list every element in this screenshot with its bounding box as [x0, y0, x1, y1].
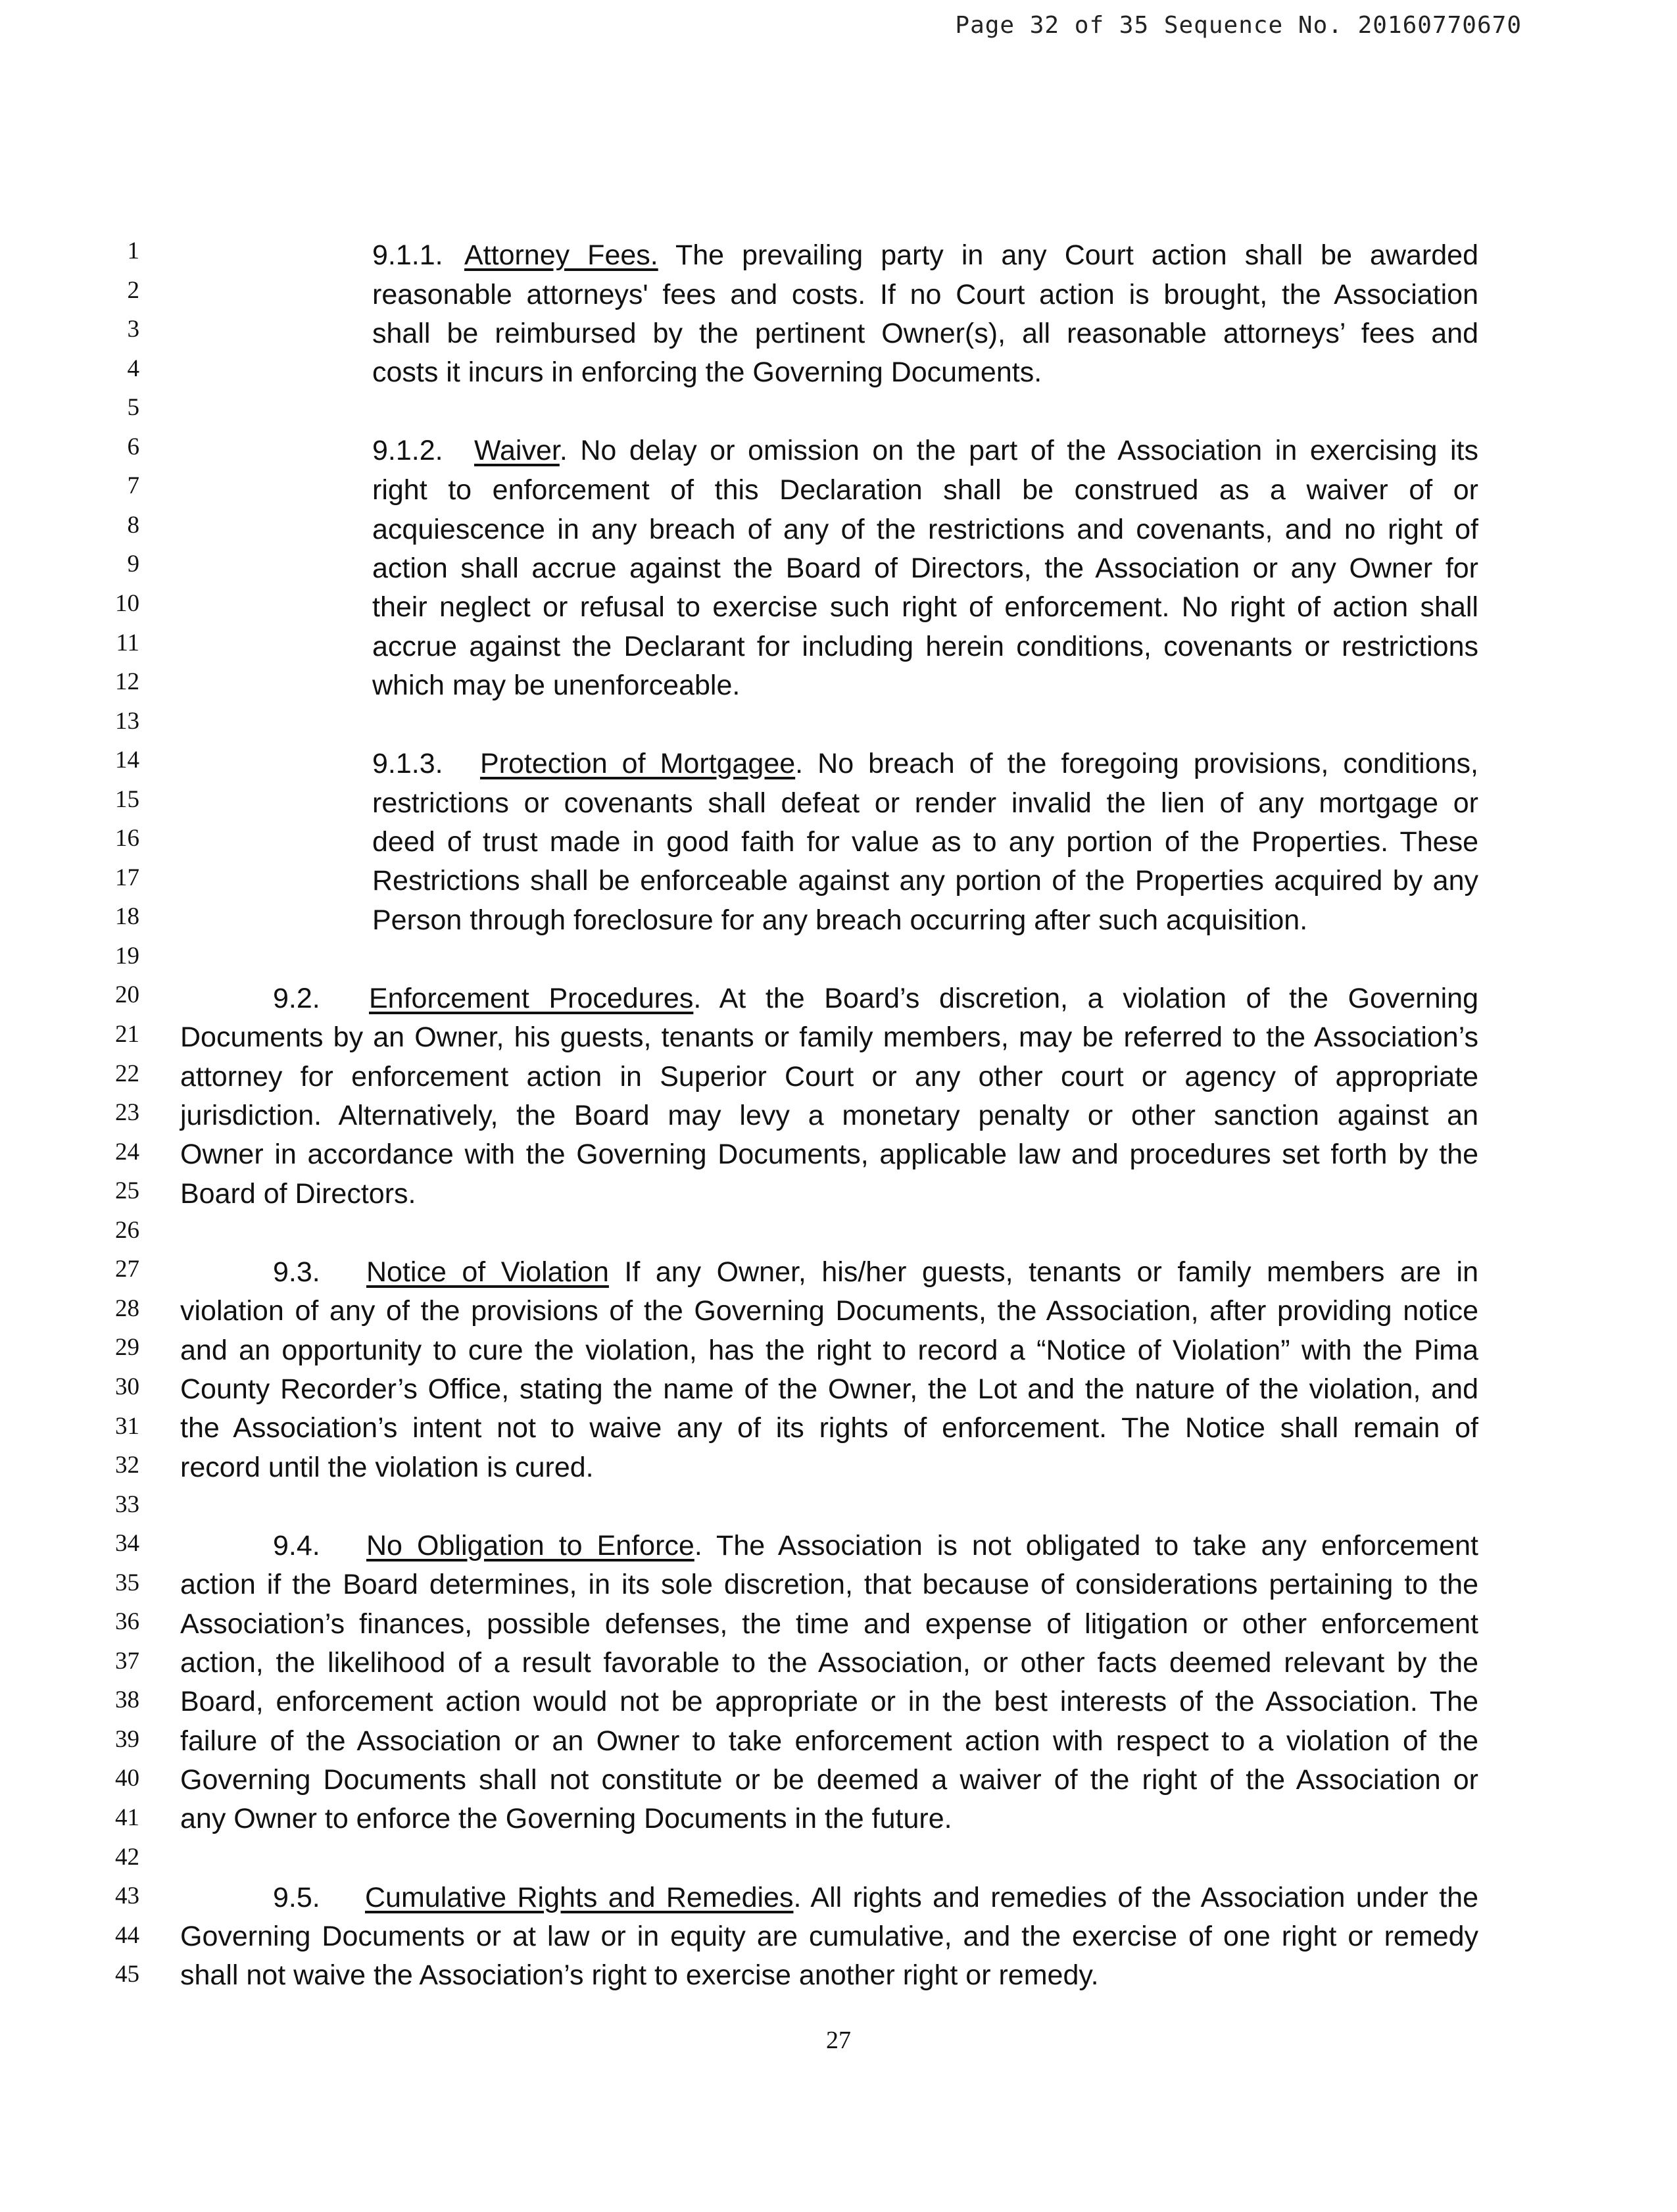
text-line: Documents by an Owner, his guests, tenants or family members, may be referred to the Association’s — [180, 1021, 1478, 1053]
text-line: violation of any of the provisions of the Governing Documents, the Association, after providing notice — [180, 1295, 1478, 1327]
line-number: 12 — [115, 668, 139, 696]
text-line: acquiescence in any breach of any of the restrictions and covenants, and no right of — [372, 514, 1478, 545]
line-number: 32 — [115, 1452, 139, 1479]
line-number: 16 — [115, 825, 139, 852]
section-9-3-heading-line — [273, 1255, 1478, 1289]
section-9-2-heading-line — [273, 981, 1478, 1016]
text-line: Owner in accordance with the Governing Documents, applicable law and procedures set forth by the — [180, 1139, 1478, 1170]
line-number: 19 — [115, 942, 139, 970]
line-number: 7 — [127, 472, 139, 500]
section-9-1-2-heading-line — [372, 433, 1478, 468]
page-number: 27 — [826, 2027, 851, 2054]
line-number: 33 — [115, 1490, 139, 1518]
line-number: 17 — [115, 864, 139, 891]
section-text: . All rights and remedies of the Association under the — [793, 1882, 1478, 1913]
text-line: restrictions or covenants shall defeat or render invalid the lien of any mortgage or — [372, 787, 1478, 819]
text-line: failure of the Association or an Owner to take enforcement action with respect to a violation of the — [180, 1725, 1478, 1757]
text-line: their neglect or refusal to exercise such right of enforcement. No right of action shall — [372, 591, 1478, 623]
text-line: deed of trust made in good faith for value as to any portion of the Properties. These — [372, 826, 1478, 858]
text-line: Board of Directors. — [180, 1178, 416, 1210]
text-line: jurisdiction. Alternatively, the Board may levy a monetary penalty or other sanction against an — [180, 1100, 1478, 1131]
text-line: shall not waive the Association’s right to exercise another right or remedy. — [180, 1959, 1099, 1991]
section-9-4-heading-line — [273, 1529, 1478, 1563]
text-line: record until the violation is cured. — [180, 1452, 594, 1483]
line-number: 8 — [127, 511, 139, 539]
line-number: 39 — [115, 1725, 139, 1753]
line-number: 34 — [115, 1530, 139, 1558]
line-number: 35 — [115, 1569, 139, 1596]
text-line: action, the likelihood of a result favorable to the Association, or other facts deemed relevant by the — [180, 1647, 1478, 1679]
line-number: 44 — [115, 1921, 139, 1949]
text-line: costs it incurs in enforcing the Governing Documents. — [372, 356, 1042, 388]
line-number: 13 — [115, 707, 139, 735]
line-number: 18 — [115, 903, 139, 931]
line-number: 10 — [115, 589, 139, 617]
text-line: any Owner to enforce the Governing Documents in the future. — [180, 1803, 952, 1834]
section-number: 9.1.3. — [372, 748, 443, 779]
line-number: 29 — [115, 1334, 139, 1362]
section-title: Attorney Fees. — [464, 239, 658, 271]
section-title: Protection of Mortgagee — [480, 748, 796, 779]
section-title: Cumulative Rights and Remedies — [365, 1882, 794, 1913]
section-text: . No breach of the foregoing provisions, conditions, — [795, 748, 1478, 779]
line-number: 3 — [127, 316, 139, 343]
text-line: Restrictions shall be enforceable against any portion of the Properties acquired by any — [372, 865, 1478, 897]
line-number: 6 — [127, 433, 139, 460]
line-number: 9 — [127, 551, 139, 578]
text-line: right to enforcement of this Declaration shall be construed as a waiver of or — [372, 474, 1478, 506]
text-line: County Recorder’s Office, stating the name of the Owner, the Lot and the nature of the violation, and — [180, 1373, 1478, 1405]
line-number: 26 — [115, 1216, 139, 1244]
line-number: 11 — [116, 629, 139, 656]
text-line: reasonable attorneys' fees and costs. If no Court action is brought, the Association — [372, 279, 1478, 310]
section-text: . No delay or omission on the part of the Association in exercising its — [559, 435, 1478, 466]
line-number: 15 — [115, 785, 139, 813]
line-number: 4 — [127, 355, 139, 382]
line-number: 2 — [127, 276, 139, 304]
text-line: Board, enforcement action would not be appropriate or in the best interests of the Association. The — [180, 1686, 1478, 1717]
line-number: 21 — [115, 1021, 139, 1048]
text-line: attorney for enforcement action in Superior Court or any other court or agency of appropriate — [180, 1061, 1478, 1093]
text-line: Association’s finances, possible defenses, the time and expense of litigation or other enforcement — [180, 1608, 1478, 1640]
section-9-1-1-heading-line — [372, 238, 1478, 272]
section-text: . At the Board’s discretion, a violation of the Governing — [693, 983, 1478, 1014]
section-title: No Obligation to Enforce — [366, 1530, 694, 1561]
section-title: Enforcement Procedures — [369, 983, 694, 1014]
section-number: 9.2. — [273, 983, 320, 1014]
line-number: 14 — [115, 747, 139, 774]
line-number: 40 — [115, 1765, 139, 1792]
text-line: which may be unenforceable. — [372, 670, 741, 701]
line-number: 23 — [115, 1099, 139, 1127]
line-number: 36 — [115, 1608, 139, 1636]
line-number: 45 — [115, 1961, 139, 1988]
line-number: 30 — [115, 1373, 139, 1400]
text-line: Governing Documents or at law or in equity are cumulative, and the exercise of one right or remedy — [180, 1921, 1478, 1952]
section-number: 9.1.1. — [372, 239, 443, 271]
text-line: the Association’s intent not to waive any of its rights of enforcement. The Notice shall remain of — [180, 1412, 1478, 1444]
line-number: 37 — [115, 1647, 139, 1675]
text-line: shall be reimbursed by the pertinent Owner(s), all reasonable attorneys’ fees and — [372, 318, 1478, 349]
section-number: 9.5. — [273, 1882, 320, 1913]
line-number: 5 — [127, 394, 139, 422]
section-number: 9.1.2. — [372, 435, 443, 466]
section-text: . The Association is not obligated to take any enforcement — [694, 1530, 1478, 1561]
text-line: action shall accrue against the Board of Directors, the Association or any Owner for — [372, 553, 1478, 584]
line-number: 27 — [115, 1256, 139, 1283]
text-line: and an opportunity to cure the violation, has the right to record a “Notice of Violation” with the Pima — [180, 1335, 1478, 1366]
text-line: Governing Documents shall not constitute or be deemed a waiver of the right of the Association or — [180, 1764, 1478, 1796]
section-title: Notice of Violation — [366, 1256, 609, 1288]
section-text: If any Owner, his/her guests, tenants or family members are in — [608, 1256, 1478, 1288]
section-number: 9.3. — [273, 1256, 320, 1288]
line-number: 42 — [115, 1843, 139, 1871]
line-number: 1 — [127, 237, 139, 264]
line-number: 38 — [115, 1686, 139, 1714]
section-text: The prevailing party in any Court action shall be awarded — [675, 239, 1478, 271]
section-9-5-heading-line — [273, 1880, 1478, 1915]
section-number: 9.4. — [273, 1530, 320, 1561]
section-title: Waiver — [474, 435, 560, 466]
line-number: 25 — [115, 1177, 139, 1205]
text-line: accrue against the Declarant for including herein conditions, covenants or restrictions — [372, 631, 1478, 662]
text-line: action if the Board determines, in its sole discretion, that because of considerations pertaining to the — [180, 1569, 1478, 1600]
line-number: 41 — [115, 1804, 139, 1831]
page-sequence-header: Page 32 of 35 Sequence No. 20160770670 — [955, 12, 1522, 39]
line-number: 28 — [115, 1294, 139, 1322]
text-line: Person through foreclosure for any breach occurring after such acquisition. — [372, 904, 1308, 936]
section-9-1-3-heading-line — [372, 747, 1478, 781]
line-number: 20 — [115, 981, 139, 1009]
line-number: 31 — [115, 1412, 139, 1440]
line-number: 24 — [115, 1138, 139, 1166]
line-number: 43 — [115, 1882, 139, 1910]
line-number: 22 — [115, 1060, 139, 1087]
